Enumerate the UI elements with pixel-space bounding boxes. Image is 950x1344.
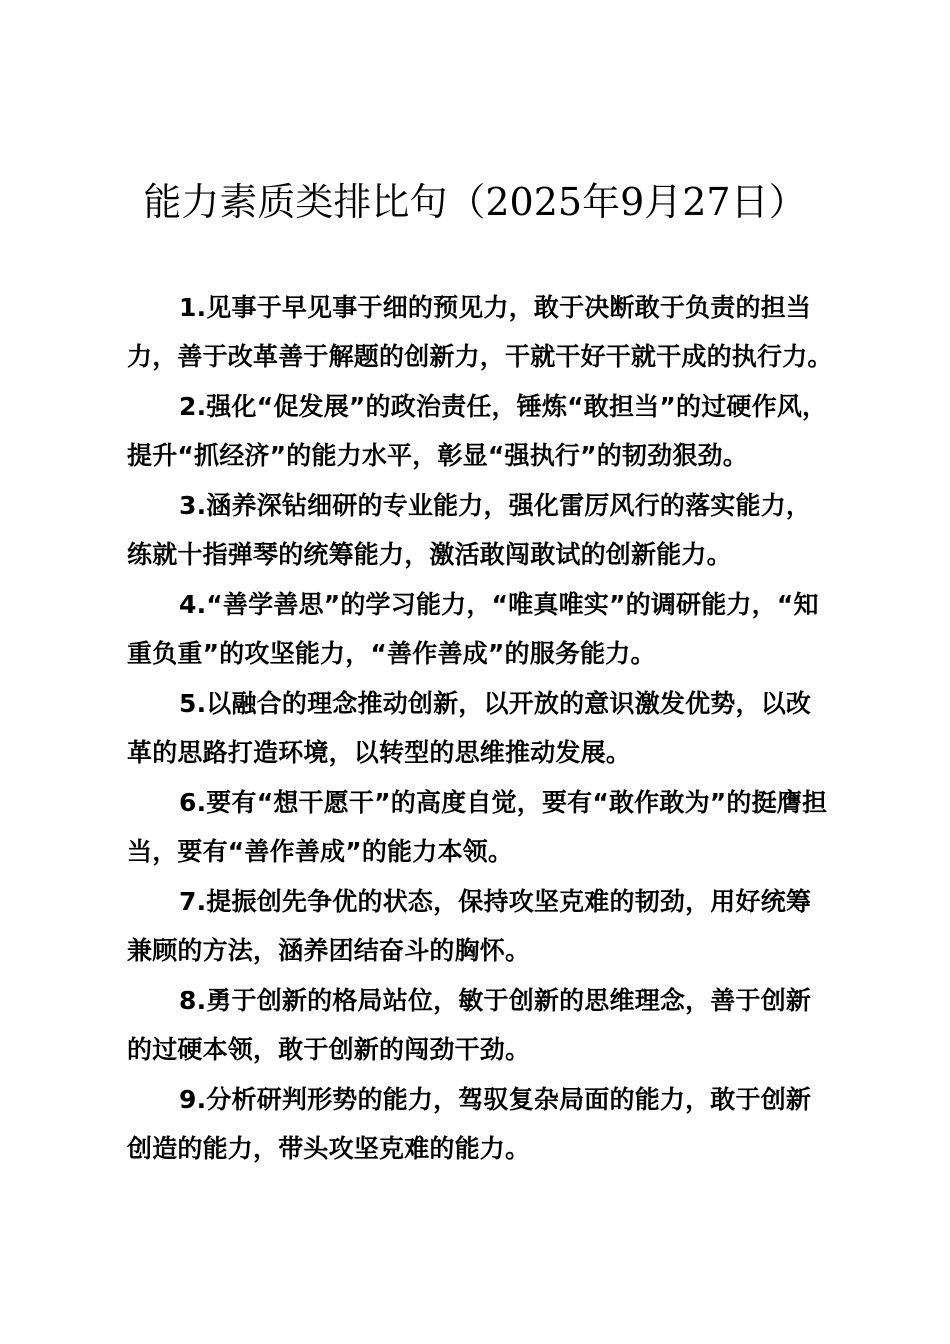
list-item: 9.分析研判形势的能力，驾驭复杂局面的能力，敢于创新创造的能力，带头攻坚克难的能力。 xyxy=(127,1085,812,1163)
sentence-list xyxy=(127,284,833,1175)
list-item: 2.强化“促发展”的政治责任，锤炼“敢担当”的过硬作风，提升“抓经济”的能力水平，彰显“强执行”的韧劲狠劲。 xyxy=(127,392,828,470)
document-title: 能力素质类排比句（2025年9月27日） xyxy=(143,180,807,224)
list-item: 3.涵养深钻细研的专业能力，强化雷厉风行的落实能力，练就十指弹琴的统筹能力，激活敢闯敢试的创新能力。 xyxy=(127,491,812,569)
list-item: 5.以融合的理念推动创新，以开放的意识激发优势，以改革的思路打造环境，以转型的思维推动发展。 xyxy=(127,689,812,767)
list-item: 8.勇于创新的格局站位，敏于创新的思维理念，善于创新的过硬本领，敢于创新的闯劲干劲。 xyxy=(127,986,812,1064)
list-item: 4.“善学善思”的学习能力，“唯真唯实”的调研能力，“知重负重”的攻坚能力，“善作善成”的服务能力。 xyxy=(127,590,819,668)
list-item: 7.提振创先争优的状态，保持攻坚克难的韧劲，用好统筹兼顾的方法，涵养团结奋斗的胸怀。 xyxy=(127,887,812,965)
list-item: 6.要有“想干愿干”的高度自觉，要有“敢作敢为”的挺膺担当，要有“善作善成”的能力本领。 xyxy=(127,788,828,866)
list-item: 1.见事于早见事于细的预见力，敢于决断敢于负责的担当力，善于改革善于解题的创新力，干就干好干就干成的执行力。 xyxy=(127,293,833,371)
